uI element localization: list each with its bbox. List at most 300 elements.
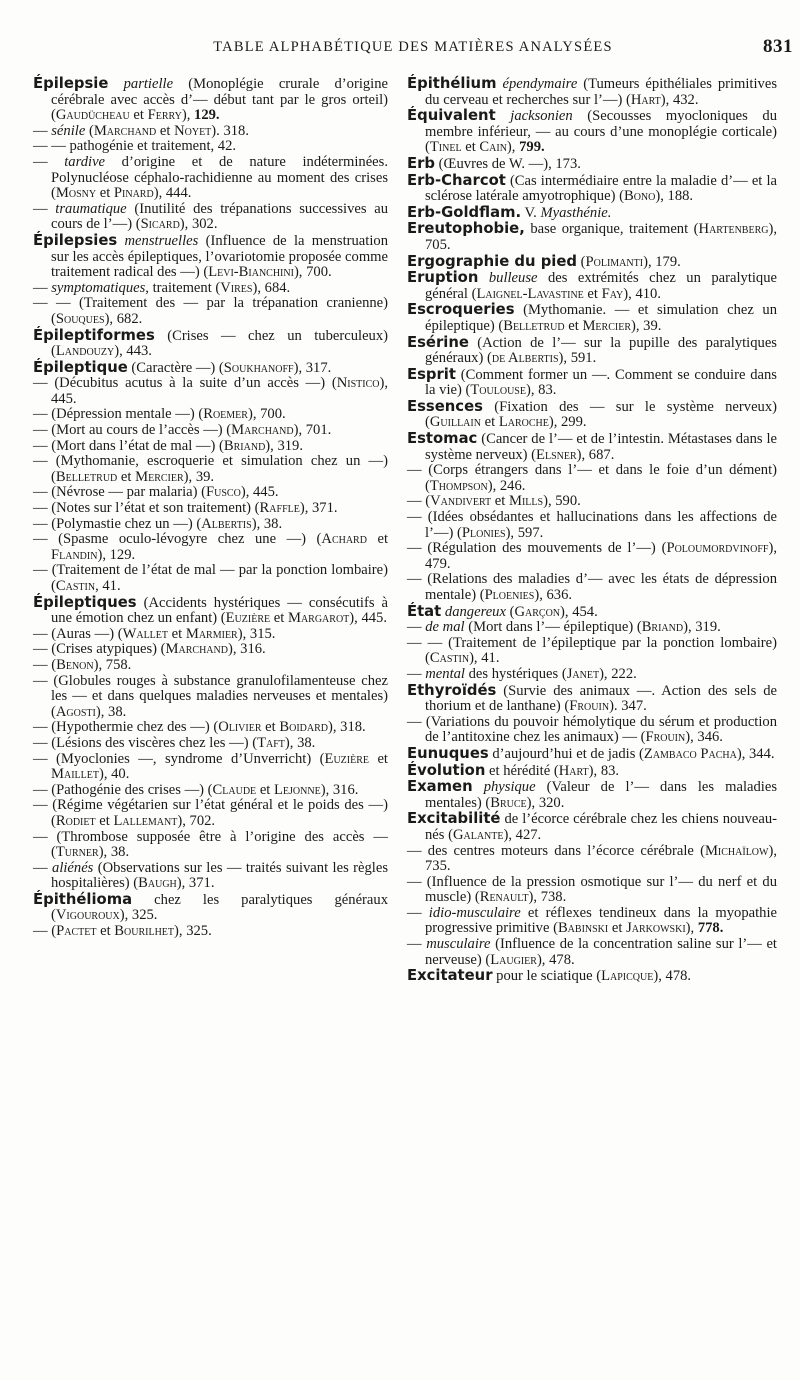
author-name: Lapicque — [601, 968, 654, 985]
entry-headword: Évolution — [407, 761, 486, 779]
entry-text: — (Mythomanie, escroquerie et simulation chez un —) ( — [33, 453, 388, 485]
entry-text: ), 38. — [95, 703, 127, 720]
index-entry — [407, 367, 777, 399]
index-entry — [33, 595, 388, 627]
entry-text: et — [117, 468, 136, 485]
entry-text: ( — [577, 253, 586, 270]
entry-text: et — [129, 107, 148, 124]
entry-text: ), 38. — [284, 734, 316, 751]
author-name: Hartenberg — [698, 221, 769, 238]
entry-text: — (Globules rouges à substance granulofilamenteuse chez les — et dans quelques maladies nerveuses et mentales) ( — [33, 672, 388, 720]
index-entry — [407, 604, 777, 621]
entry-text: ), 371. — [176, 875, 215, 892]
author-name: Vires — [220, 279, 253, 296]
author-name: Turner — [55, 844, 99, 861]
index-entry — [407, 968, 777, 985]
entry-qualifier: tardive — [64, 153, 106, 170]
index-entry — [407, 156, 777, 173]
entry-qualifier: de mal — [425, 619, 465, 636]
entry-text: et réflexes tendineux dans la myopathie progressive primitive ( — [425, 904, 777, 937]
entry-text: ), 346. — [685, 729, 723, 746]
index-entry — [407, 302, 777, 334]
author-name: Wallet — [122, 625, 169, 642]
author-name: Raffle — [259, 500, 300, 517]
index-entry — [407, 205, 777, 222]
author-name: Gaudücheau — [55, 107, 130, 124]
entry-text: ), 738. — [528, 889, 567, 906]
author-name: Ploenies — [484, 587, 535, 603]
entry-text: , 41. — [95, 578, 121, 594]
entry-text: ), 454. — [560, 603, 598, 620]
index-entry — [33, 360, 388, 377]
index-entry — [33, 861, 388, 892]
entry-text: ), 222. — [599, 665, 637, 682]
index-entry — [33, 155, 388, 202]
entry-headword: Eunuques — [407, 744, 489, 762]
entry-text: ), 316. — [320, 781, 359, 798]
author-name: Cain — [479, 139, 507, 156]
entry-text: ), 700. — [293, 264, 332, 281]
entry-text: ), 316. — [227, 641, 266, 658]
entry-text: ), 478. — [536, 951, 575, 968]
index-entry — [407, 494, 777, 510]
entry-text: et — [96, 185, 114, 202]
entry-text: et — [564, 317, 583, 334]
entry-text: — — (Traitement de l’épileptique par la ponction lombaire) ( — [407, 634, 777, 667]
author-name: Mosny — [55, 185, 97, 202]
entry-text: ), 427. — [503, 826, 542, 843]
entry-qualifier: aliénés — [52, 859, 94, 876]
author-name: Babinski — [557, 920, 609, 937]
entry-text: de l’écorce cérébrale chez les chiens nouveau-nés ( — [425, 811, 777, 843]
author-name: Belletrud — [503, 317, 565, 334]
entry-text: ). 318. — [211, 122, 249, 139]
author-name: Maillet — [51, 766, 99, 783]
entry-headword: Esérine — [407, 333, 469, 351]
entry-text: — — [33, 859, 53, 876]
index-entry — [33, 658, 388, 674]
author-name: Roemer — [203, 406, 248, 423]
entry-text: — (Mort dans l’état de mal —) ( — [33, 437, 224, 454]
index-column-left — [33, 76, 388, 940]
entry-text: ), 705. — [425, 221, 777, 253]
author-name: Landouzy — [55, 343, 115, 360]
index-entry — [407, 715, 777, 746]
entry-text: (Observations sur les — traités suivant les règles hospitalières) ( — [51, 859, 388, 892]
entry-qualifier: partielle — [123, 76, 174, 92]
entry-text: — (Relations des maladies d’— avec les états de dépression mentale) ( — [407, 571, 777, 603]
author-name: Jarkowski — [626, 920, 686, 937]
entry-text: ), 682. — [104, 310, 143, 327]
entry-text: et — [156, 122, 175, 139]
index-entry — [407, 763, 777, 780]
author-name: Pactet — [56, 923, 97, 940]
author-name: Albertis — [201, 515, 252, 532]
author-name: Hart — [630, 91, 661, 108]
index-entry — [33, 485, 388, 501]
entry-text: — (Pathogénie des crises —) ( — [33, 781, 213, 798]
entry-text: — — pathogénie et traitement, 42. — [33, 138, 237, 155]
entry-text: et hérédité ( — [485, 762, 559, 779]
entry-qualifier: menstruelles — [124, 232, 199, 249]
entry-headword: Erb — [407, 154, 435, 172]
entry-text: (Secousses myocloniques du membre inférieur, — au cours d’une monoplégie corticale) ( — [425, 108, 777, 156]
entry-text: — (Idées obsédantes et hallucinations dans les affections de l’—) ( — [407, 509, 777, 541]
entry-text: et — [95, 812, 114, 829]
entry-headword: Épithélioma — [33, 890, 133, 908]
author-name: Boidard — [279, 719, 328, 736]
entry-qualifier: bulleuse — [488, 270, 538, 287]
index-entry — [33, 233, 388, 281]
author-name: Olivier — [218, 719, 262, 736]
index-entry — [33, 798, 388, 829]
author-name: Bruce — [490, 794, 527, 811]
index-entry — [407, 636, 777, 667]
author-name: Rodiet — [55, 812, 96, 829]
entry-text: (Valeur de l’— dans les maladies mentales) ( — [425, 779, 777, 811]
index-entry — [407, 510, 777, 541]
entry-text: ), 38. — [98, 844, 130, 861]
entry-text: 799. — [519, 139, 545, 156]
index-entry — [33, 783, 388, 799]
index-entry — [33, 892, 388, 924]
entry-text: (Cancer de l’— et de l’intestin. Métastases dans le système nerveux) ( — [425, 431, 777, 463]
index-entry — [407, 667, 777, 683]
entry-text: ), 302. — [179, 216, 218, 233]
entry-text: — — [407, 665, 426, 682]
entry-text: ), 317. — [293, 359, 332, 376]
index-entry — [407, 937, 777, 968]
entry-text: ), 38. — [251, 515, 283, 532]
author-name: Laignel-Lavastine — [476, 285, 584, 302]
author-name: Fusco — [206, 484, 241, 501]
entry-text: et — [168, 625, 186, 642]
entry-text: — (Dépression mentale —) ( — [33, 406, 204, 423]
index-entry — [407, 335, 777, 367]
entry-headword: Excitateur — [407, 967, 493, 985]
entry-text: et — [366, 531, 388, 548]
index-entry — [407, 541, 777, 572]
entry-text: (Mythomanie. — et simulation chez un épileptique) ( — [425, 302, 777, 334]
index-entry — [407, 779, 777, 811]
entry-headword: Essences — [407, 397, 483, 415]
entry-text: ), 444. — [153, 185, 192, 202]
author-name: Lejonne — [274, 781, 321, 798]
entry-text: d’origine et de nature indéterminées. Polynucléose céphalo-rachidienne au moment des crises ( — [51, 153, 388, 202]
entry-text: ). 347. — [609, 698, 647, 715]
entry-text: (Caractère —) ( — [127, 359, 224, 376]
entry-text: — — [33, 279, 52, 296]
author-name: Marchand — [93, 122, 157, 139]
entry-text: — (Régulation des mouvements de l’—) ( — [407, 540, 667, 557]
index-entry — [407, 906, 777, 937]
author-name: Garçon — [514, 603, 561, 620]
author-name: Flandin — [51, 546, 98, 563]
entry-text: ), — [506, 139, 520, 156]
entry-text: ), 83. — [588, 762, 620, 779]
entry-text: d’aujourd’hui et de jadis ( — [488, 745, 644, 762]
entry-text: — — [407, 936, 427, 953]
entry-text: ), 246. — [487, 477, 526, 494]
index-entry — [33, 124, 388, 140]
author-name: de Albertis — [491, 350, 559, 367]
entry-headword: Ethyroïdés — [407, 681, 497, 699]
author-name: Tinel — [429, 139, 462, 156]
author-name: Frouin — [569, 698, 610, 715]
author-name: Euzière — [324, 750, 369, 767]
entry-text: V. — [521, 204, 541, 221]
entry-text: (Œuvres de W. —), 173. — [435, 155, 581, 172]
index-entry — [407, 746, 777, 763]
entry-text: — (Mort au cours de l’accès —) ( — [33, 422, 232, 439]
entry-text: — — [33, 200, 56, 217]
index-entry — [407, 572, 777, 603]
index-entry — [407, 76, 777, 108]
index-entry — [407, 875, 777, 906]
entry-qualifier: Myasthénie. — [540, 204, 612, 221]
entry-text: et — [256, 781, 275, 798]
entry-headword: Escroqueries — [407, 301, 515, 319]
index-entry — [33, 674, 388, 721]
author-name: Belletrud — [55, 468, 118, 485]
author-name: Euzière — [225, 610, 271, 627]
index-entry — [33, 76, 388, 124]
author-name: Michaïlow — [704, 842, 769, 859]
index-entry — [33, 720, 388, 736]
index-entry — [407, 270, 777, 302]
entry-text: — (Régime végétarien sur l’état général et le poids des —) ( — [33, 797, 388, 829]
entry-headword: Ergographie du pied — [407, 252, 577, 270]
author-name: Noyet — [174, 122, 212, 139]
entry-text: ), 179. — [643, 253, 681, 270]
entry-text: ), 443. — [114, 343, 152, 360]
entry-text: (Tumeurs épithéliales primitives du cerveau et recherches sur l’—) ( — [425, 76, 777, 108]
author-name: Marchand — [231, 422, 294, 439]
author-name: Nistico — [336, 375, 380, 392]
entry-text: et — [608, 920, 627, 937]
index-entry — [33, 501, 388, 517]
entry-text: — — [407, 619, 426, 636]
entry-headword: Esprit — [407, 365, 456, 383]
entry-text: (Mort dans l’— épileptique) ( — [464, 619, 642, 636]
entry-text: — (Névrose — par malaria) ( — [33, 484, 207, 501]
index-entry — [33, 202, 388, 233]
entry-text: ), 83. — [525, 382, 557, 399]
index-entry — [33, 830, 388, 861]
index-entry — [407, 108, 777, 156]
entry-text: (Influence de la concentration saline sur l’— et nerveuse) ( — [425, 936, 777, 968]
entry-qualifier: idio-musculaire — [428, 904, 521, 921]
entry-text: ), 39. — [183, 468, 215, 485]
entry-text: base organique, traitement ( — [524, 221, 699, 238]
index-entry — [407, 254, 777, 271]
entry-text: — ( — [407, 493, 431, 510]
entry-text: ), 320. — [526, 794, 565, 811]
index-column-right — [407, 76, 777, 985]
author-name: Poloumordvinoff — [666, 540, 769, 557]
entry-text: ), 188. — [655, 188, 694, 205]
entry-headword: Épileptique — [33, 358, 128, 376]
author-name: Ferry — [147, 107, 182, 124]
entry-text: — (Crises atypiques) ( — [33, 641, 166, 658]
author-name: Margarot — [287, 610, 350, 627]
entry-text: — (Myoclonies —, syndrome d’Unverricht) ( — [33, 750, 325, 767]
author-name: Benon — [56, 656, 94, 673]
entry-qualifier: dangereux — [444, 603, 506, 620]
entry-headword: Eruption — [407, 269, 479, 287]
entry-text: et — [369, 750, 388, 767]
entry-headword: Épileptiformes — [33, 326, 155, 344]
entry-text: 778. — [697, 920, 724, 937]
index-entry — [407, 399, 777, 431]
entry-text: (Influence de la menstruation sur les accès épileptiques, l’ovariotomie proposée comme traitement radical des —) ( — [51, 232, 388, 281]
entry-qualifier: traumatique — [55, 200, 127, 217]
index-entry — [407, 173, 777, 205]
index-entry — [407, 221, 777, 253]
index-entry — [33, 517, 388, 533]
entry-text: ), 479. — [425, 540, 777, 572]
entry-headword: Erb-Charcot — [407, 171, 506, 189]
entry-text: 129. — [194, 107, 220, 124]
author-name: Mills — [509, 493, 544, 510]
entry-text: ), 597. — [505, 524, 544, 541]
author-name: Mercier — [582, 317, 631, 334]
entry-text: des hystériques ( — [464, 665, 567, 682]
entry-text: ), 325. — [174, 923, 212, 940]
author-name: Soukhanoff — [223, 359, 294, 376]
entry-headword: Erb-Goldflam. — [407, 203, 522, 221]
entry-text — [108, 76, 123, 92]
entry-headword: Examen — [407, 778, 473, 796]
index-entry — [33, 407, 388, 423]
entry-text: — (Lésions des viscères chez les —) ( — [33, 734, 258, 751]
author-name: Galante — [452, 826, 504, 843]
entry-text: — ( — [33, 656, 57, 673]
entry-text: — (Variations du pouvoir hémolytique du sérum et production de l’antitoxine chez les animaux) — ( — [407, 713, 777, 746]
entry-text: ), 758. — [93, 656, 132, 673]
entry-text: (Fixation des — sur le système nerveux) ( — [425, 398, 777, 431]
entry-text: des extrémités chez un paralytique général ( — [425, 270, 777, 302]
index-entry — [407, 844, 777, 875]
entry-qualifier: mental — [425, 665, 465, 682]
entry-text: ), 299. — [548, 414, 587, 431]
entry-text: — (Polymastie chez un —) ( — [33, 515, 202, 532]
entry-text: ), 39. — [631, 317, 662, 334]
entry-headword: Équivalent — [407, 107, 496, 125]
running-title: TABLE ALPHABÉTIQUE DES MATIÈRES ANALYSÉES — [213, 39, 613, 55]
entry-text: (Accidents hystériques — consécutifs à une émotion chez un enfant) ( — [51, 594, 388, 627]
entry-text: ), 410. — [623, 285, 661, 302]
entry-text: ), 445. — [240, 484, 279, 501]
entry-text: ), 319. — [265, 437, 303, 454]
entry-text: ), 445. — [51, 375, 388, 407]
index-entry — [407, 431, 777, 463]
author-name: Baugh — [138, 875, 177, 892]
author-name: Thompson — [429, 477, 488, 494]
page-number: 831 — [763, 36, 793, 57]
index-entry — [33, 642, 388, 658]
index-entry — [33, 439, 388, 455]
author-name: Taft — [257, 734, 285, 751]
entry-text: ), 702. — [177, 812, 216, 829]
author-name: Vandivert — [430, 493, 492, 510]
entry-text: ), 591. — [558, 350, 597, 367]
author-name: Renault — [479, 889, 529, 906]
index-entry — [407, 463, 777, 494]
entry-headword: Épilepsies — [33, 231, 118, 249]
entry-text: et — [261, 719, 280, 736]
entry-text: — (Hypothermie chez des —) ( — [33, 719, 219, 736]
entry-text: ), 371. — [299, 500, 338, 517]
author-name: Laugier — [490, 951, 537, 968]
author-name: Castin — [55, 578, 96, 594]
author-name: Frouin — [645, 729, 686, 746]
entry-qualifier: jacksonien — [510, 108, 573, 125]
entry-headword: Excitabilité — [407, 810, 501, 828]
index-entry — [33, 281, 388, 297]
entry-text: — (Notes sur l’état et son traitement) ( — [33, 500, 260, 517]
entry-text: ), — [685, 920, 698, 937]
index-entry — [33, 627, 388, 643]
entry-headword: Épilepsie — [33, 75, 109, 92]
page-header — [33, 36, 793, 60]
entry-text: — (Thrombose supposée être à l’origine des accès — ( — [33, 828, 388, 861]
entry-text: ), 432. — [660, 91, 699, 108]
entry-qualifier: musculaire — [426, 936, 491, 953]
index-entry — [33, 296, 388, 327]
index-entry — [33, 752, 388, 783]
index-entry — [33, 532, 388, 563]
entry-qualifier: symptomatiques — [51, 279, 146, 296]
entry-text: ), 40. — [98, 766, 130, 783]
entry-text: — (Spasme oculo-lévogyre chez une —) ( — [33, 531, 322, 548]
entry-text: ), 41. — [469, 650, 500, 667]
index-entry — [33, 454, 388, 485]
entry-text — [473, 779, 484, 795]
author-name: Lallemant — [113, 812, 178, 829]
entry-text: ), — [181, 107, 195, 124]
author-name: Zambaco Pacha — [643, 745, 737, 762]
entry-text: — — [407, 904, 429, 921]
author-name: Marchand — [165, 641, 228, 658]
entry-qualifier: épendymaire — [502, 76, 578, 92]
entry-text: (Survie des animaux —. Action des sels de thorium et de lanthane) ( — [425, 682, 777, 715]
entry-text: — (Corps étrangers dans l’— et dans le foie d’un dément) ( — [407, 462, 777, 494]
entry-text — [496, 108, 511, 124]
entry-text: — — [33, 153, 65, 170]
author-name: Bourilhet — [114, 923, 175, 940]
entry-text: ), 478. — [653, 968, 692, 985]
author-name: Polimanti — [585, 253, 644, 270]
author-name: Janet — [566, 665, 600, 682]
entry-text: ( — [85, 122, 94, 139]
entry-text: (Action de l’— sur la pupille des paralytiques généraux) ( — [425, 334, 777, 367]
author-name: Achard — [321, 531, 367, 548]
entry-text: chez les paralytiques généraux ( — [51, 891, 388, 924]
entry-text: (Comment former un —. Comment se conduire dans la vie) ( — [425, 366, 777, 399]
entry-text: ), 590. — [543, 493, 581, 510]
entry-text: ), 318. — [327, 719, 366, 736]
author-name: Fay — [601, 285, 624, 302]
entry-text: ), 344. — [736, 745, 775, 762]
author-name: Elsner — [536, 446, 577, 463]
entry-headword: Ereutophobie, — [407, 220, 525, 238]
entry-text: — ( — [33, 923, 57, 940]
index-entry — [407, 620, 777, 636]
entry-text: — (Influence de la pression osmotique sur l’— du nerf et du muscle) ( — [407, 873, 777, 906]
entry-text: ), 129. — [97, 546, 136, 563]
entry-text: ), 701. — [293, 422, 332, 439]
